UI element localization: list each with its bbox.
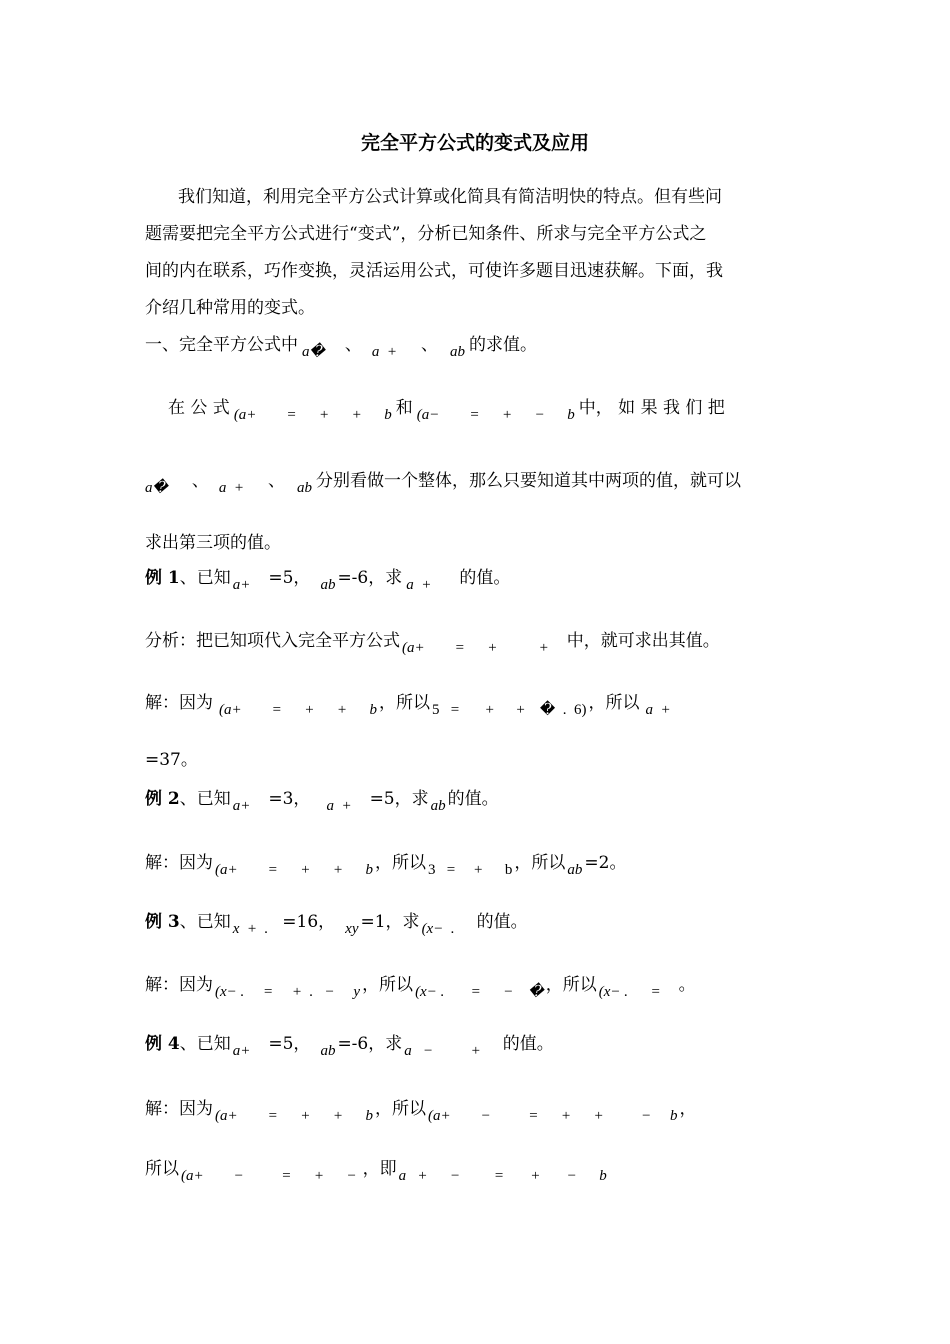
- intro-line-2: 题需要把完全平方公式进行“变式”，分析已知条件、所求与完全平方公式之: [145, 224, 707, 244]
- math-expr: a�: [302, 344, 325, 360]
- math-expr: (x− .: [421, 921, 455, 937]
- solution-4: 解：因为 (a+ = + + b ，所以 (a+ − = + + − b ，: [145, 1099, 697, 1124]
- math-expr: (a+ = + + b: [215, 1108, 373, 1124]
- math-expr: (x− . = + . − y: [215, 984, 361, 1000]
- math-expr: (x− . =: [598, 984, 661, 1000]
- math-expr: a+: [232, 1043, 251, 1059]
- intro-line-3: 间的内在联系，巧作变换，灵活运用公式，可使许多题目迅速获解。下面，我: [145, 261, 723, 281]
- math-expr: a +: [371, 344, 398, 360]
- math-expr: a +: [406, 577, 432, 593]
- solution-3: 解：因为 (x− . = + . − y ，所以 (x− . = − � ，所以 (x− . = 。: [145, 975, 696, 1000]
- paragraph-whole: a� 、 a + 、 ab 分别看做一个整体，那么只要知道其中两项的值，就可以: [145, 471, 742, 496]
- math-expr: a +: [326, 798, 352, 814]
- math-expr: (a+ − = + −: [181, 1168, 357, 1184]
- math-expr: a +: [645, 702, 671, 718]
- example-3: 例 3、已知 x + . =16， xy =1，求 (x− . 的值。: [145, 912, 528, 937]
- math-expr: ab: [320, 1043, 336, 1059]
- math-expr: (a+ = + + b: [233, 407, 392, 423]
- paragraph-third: 求出第三项的值。: [145, 533, 281, 553]
- math-expr: xy: [345, 921, 359, 937]
- solution-1: 解：因为 (a+ = + + b ，所以 5 = + + � . 6) ，所以 a +: [145, 693, 671, 718]
- solution-2: 解：因为 (a+ = + + b ，所以 3 = + b ，所以 ab =2。: [145, 853, 627, 878]
- math-expr: (x− . = − �: [415, 984, 544, 1000]
- section-1-heading: 一、完全平方公式中 a� 、 a + 、 ab 的求值。: [145, 335, 538, 360]
- math-expr: a�: [145, 480, 168, 496]
- analysis-1: 分析：把已知项代入完全平方公式 (a+ = + + 中，就可求出其值。: [145, 631, 720, 656]
- math-expr: a+: [232, 577, 251, 593]
- example-4: 例 4、已知 a+ =5， ab =-6，求 a − + 的值。: [145, 1034, 554, 1059]
- math-expr: a+: [232, 798, 251, 814]
- math-expr: ab: [320, 577, 336, 593]
- math-expr: (a+ = + + b: [219, 702, 377, 718]
- example-2: 例 2、已知 a+ =3， a + =5，求 ab 的值。: [145, 789, 499, 814]
- math-expr: (a− = + − b: [416, 407, 575, 423]
- solution-4-cont: 所以 (a+ − = + − ，即 a + − = + − b: [145, 1159, 607, 1184]
- math-expr: (a+ = + + b: [215, 862, 373, 878]
- intro-line-1: 我们知道，利用完全平方公式计算或化简具有简洁明快的特点。但有些问: [178, 187, 722, 207]
- math-expr: ab: [567, 862, 583, 878]
- math-expr: a +: [218, 480, 245, 496]
- math-expr: x + .: [232, 921, 269, 937]
- math-expr: 5 = + + � . 6): [431, 702, 587, 718]
- math-expr: ab: [297, 480, 313, 496]
- math-expr: (a+ = + +: [402, 640, 549, 656]
- paragraph-formula: 在 公 式 (a+ = + + b 和 (a− = + − b 中， 如 果 我 们 把: [168, 398, 725, 423]
- math-expr: ab: [430, 798, 446, 814]
- page-title: 完全平方公式的变式及应用: [360, 132, 589, 154]
- intro-line-4: 介绍几种常用的变式。: [145, 298, 315, 318]
- example-1: 例 1、已知 a+ =5， ab =-6，求 a + 的值。: [145, 568, 511, 593]
- math-expr: ab: [450, 344, 466, 360]
- math-expr: (a+ − = + + − b: [427, 1108, 678, 1124]
- math-expr: a − +: [404, 1043, 481, 1059]
- math-expr: a + − = + − b: [398, 1168, 607, 1184]
- solution-1-result: =37。: [145, 750, 198, 770]
- math-expr: 3 = + b: [427, 862, 513, 878]
